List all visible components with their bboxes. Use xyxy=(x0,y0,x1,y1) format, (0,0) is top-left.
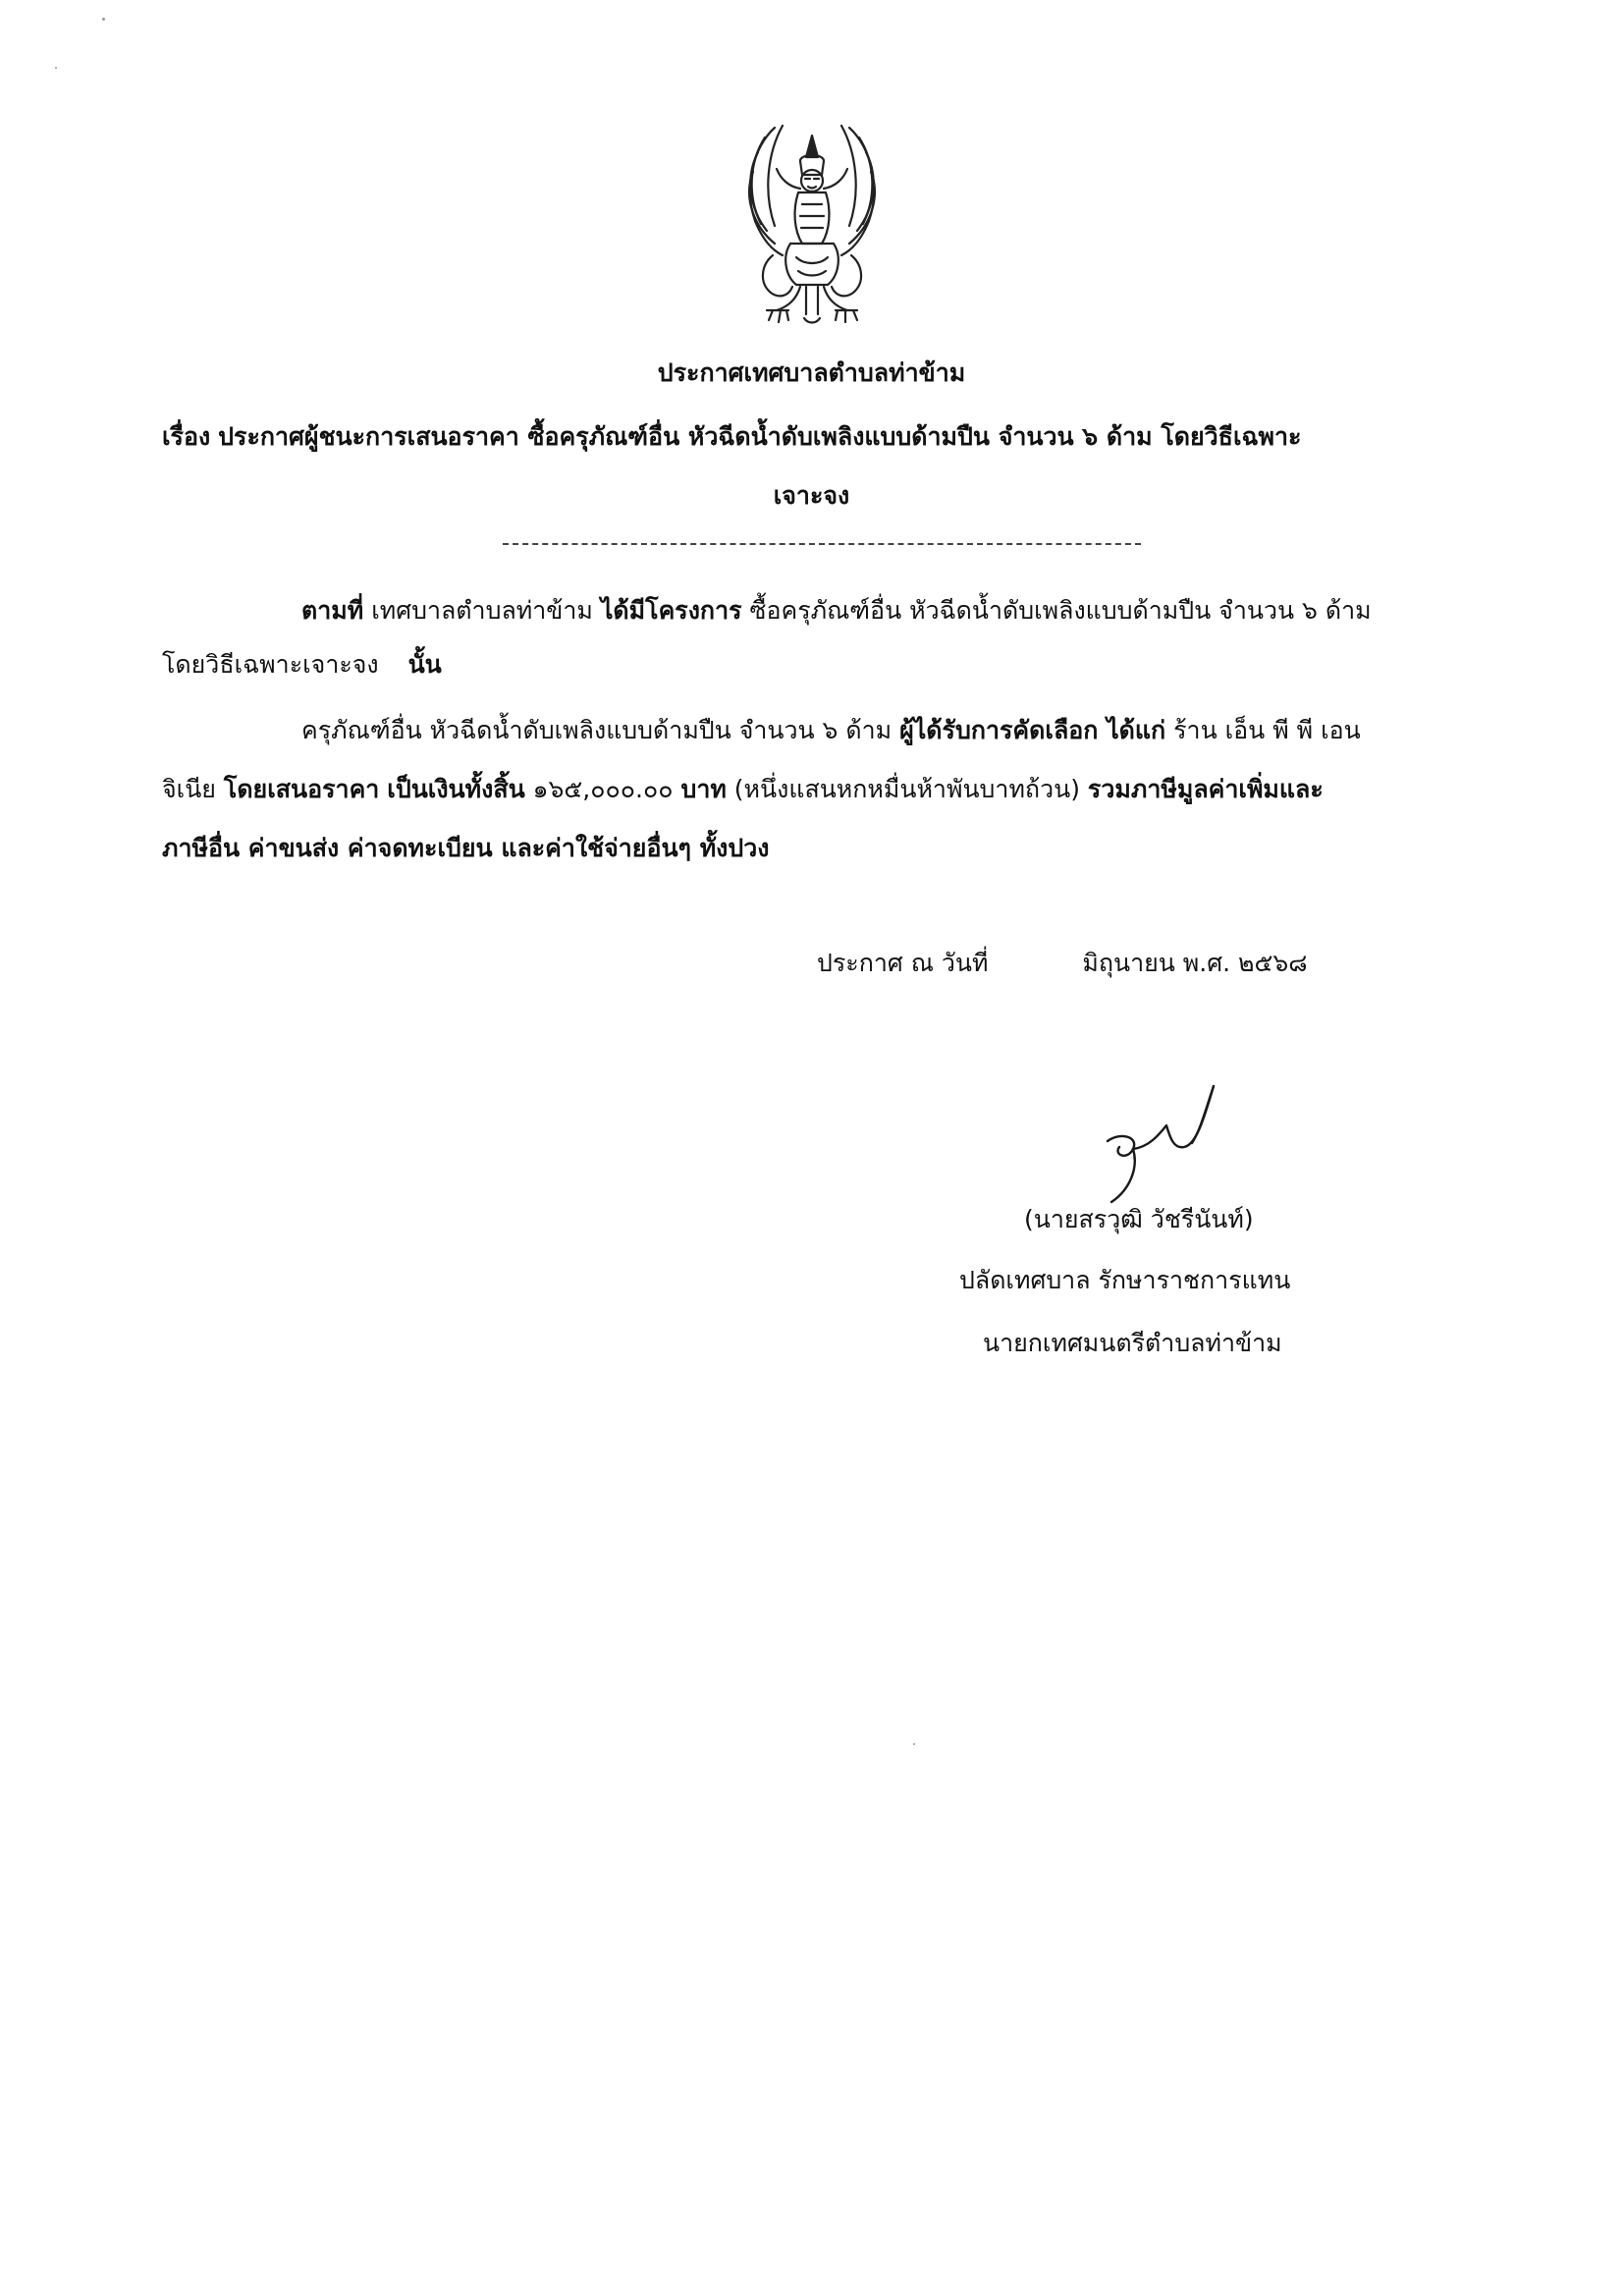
paragraph-2-line-3: ภาษีอื่น ค่าขนส่ง ค่าจดทะเบียน และค่าใช้จ่ายอื่นๆ ทั้งปวง xyxy=(162,834,770,862)
para1-lead: ตามที่ xyxy=(301,596,364,625)
date-month-year: มิถุนายน พ.ศ. ๒๕๖๘ xyxy=(1082,949,1308,977)
para2-price-label: โดยเสนอราคา xyxy=(223,775,380,803)
para2-amount: ๑๖๕,๐๐๐.๐๐ xyxy=(532,775,674,803)
para1-method: โดยวิธีเฉพาะเจาะจง xyxy=(162,650,379,679)
para2-tax-label: รวมภาษีมูลค่าเพิ่มและ xyxy=(1087,775,1324,803)
para2-item: ครุภัณฑ์อื่น หัวฉีดน้ำดับเพลิงแบบด้ามปืน จำนวน ๖ ด้าม xyxy=(301,716,893,744)
scan-speck xyxy=(55,67,57,69)
para2-currency: บาท xyxy=(680,775,727,803)
scan-speck xyxy=(913,1743,915,1745)
signatory-position-1: ปลัดเทศบาล รักษาราชการแทน xyxy=(959,1266,1291,1294)
para1-org: เทศบาลตำบลท่าข้าม xyxy=(371,596,593,625)
subject-line-2: เจาะจง xyxy=(773,481,850,510)
paragraph-2-line-1 xyxy=(301,714,1361,747)
para1-project: ซื้อครุภัณฑ์อื่น หัวฉีดน้ำดับเพลิงแบบด้ามปืน จำนวน ๖ ด้าม xyxy=(749,596,1372,625)
paragraph-1-line-2 xyxy=(162,648,442,682)
subject-line-1 xyxy=(162,420,1301,454)
signatory-position-2: นายกเทศมนตรีตำบลท่าข้าม xyxy=(983,1329,1282,1357)
scan-speck xyxy=(102,18,105,21)
subject-text: ประกาศผู้ชนะการเสนอราคา ซื้อครุภัณฑ์อื่น หัวฉีดน้ำดับเพลิงแบบด้ามปืน จำนวน ๖ ด้าม โดยวิธีเฉพาะ xyxy=(218,422,1302,451)
subject-label: เรื่อง xyxy=(162,422,211,451)
signatory-name: (นายสรวุฒิ วัชรีนันท์) xyxy=(1024,1205,1254,1233)
para2-vendor: ร้าน เอ็น พี พี เอน xyxy=(1173,716,1361,744)
para2-winner-label: ผู้ได้รับการคัดเลือก ได้แก่ xyxy=(899,716,1166,744)
para2-vendor-cont: จิเนีย xyxy=(162,775,216,803)
handwritten-signature xyxy=(1090,1080,1237,1208)
garuda-emblem-icon xyxy=(714,118,910,329)
date-label: ประกาศ ณ วันที่ xyxy=(817,949,989,977)
para2-amount-words: (หนึ่งแสนหกหมื่นห้าพันบาทถ้วน) xyxy=(733,775,1080,803)
para1-project-label: ได้มีโครงการ xyxy=(600,596,742,625)
announcement-date xyxy=(817,947,1308,980)
para1-end: นั้น xyxy=(407,650,442,679)
para2-total-label: เป็นเงินทั้งสิ้น xyxy=(387,775,525,803)
paragraph-1-line-1 xyxy=(301,594,1372,628)
dashed-divider xyxy=(503,543,1141,545)
document-heading: ประกาศเทศบาลตำบลท่าข้าม xyxy=(657,358,966,387)
paragraph-2-line-2 xyxy=(162,773,1324,806)
